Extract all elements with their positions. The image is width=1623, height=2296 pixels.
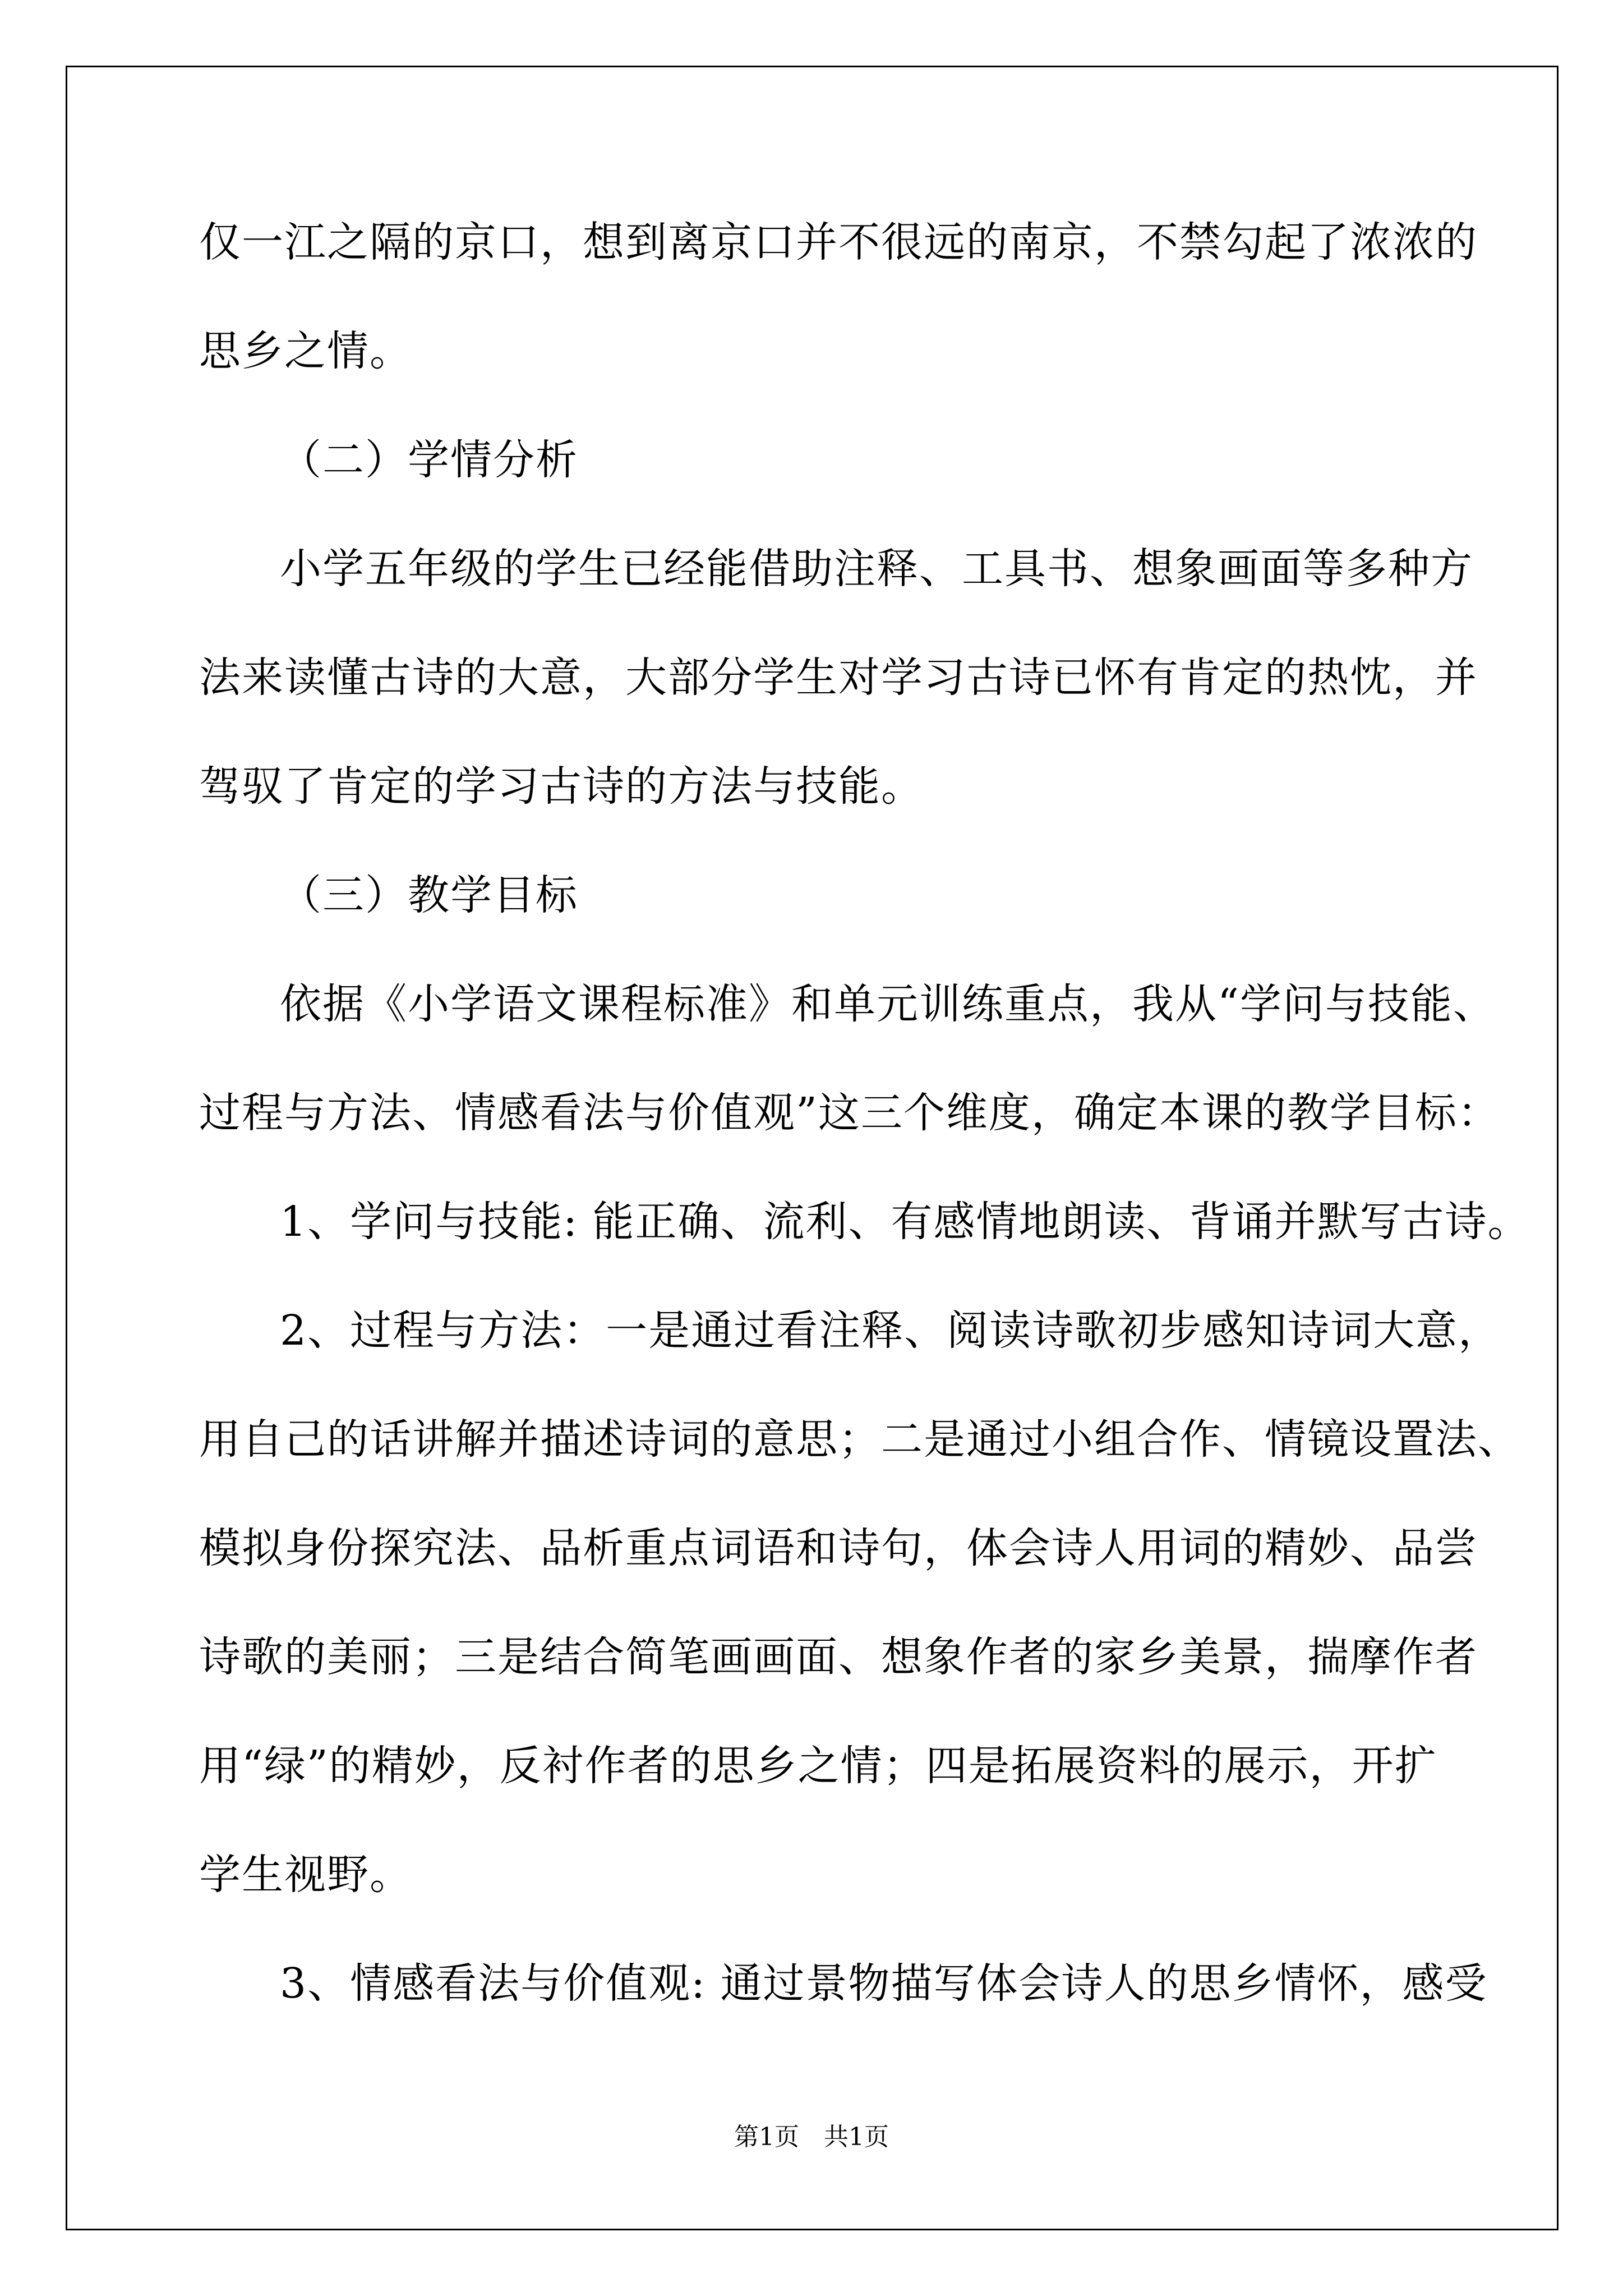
text-line: 学生视野。	[199, 1851, 412, 1899]
text-line: 小学五年级的学生已经能借助注释、工具书、想象画面等多种方	[280, 545, 1473, 593]
section-heading: （三）教学目标	[280, 871, 578, 919]
text-line: 思乡之情。	[199, 327, 412, 375]
text-line: 3、情感看法与价值观: 通过景物描写体会诗人的思乡情怀，感受	[280, 1959, 1488, 2008]
text-line: 诗歌的美丽；三是结合简笔画画面、想象作者的家乡美景，揣摩作者	[199, 1633, 1478, 1681]
text-line: 驾驭了肯定的学习古诗的方法与技能。	[199, 762, 924, 811]
text-line: 仅一江之隔的京口，想到离京口并不很远的南京，不禁勾起了浓浓的	[199, 218, 1478, 266]
text-line: 2、过程与方法：一是通过看注释、阅读诗歌初步感知诗词大意，	[280, 1306, 1501, 1355]
text-line: 过程与方法、情感看法与价值观”这三个维度，确定本课的教学目标：	[199, 1089, 1500, 1137]
text-line: 模拟身份探究法、品析重点词语和诗句，体会诗人用词的精妙、品尝	[199, 1524, 1478, 1572]
section-heading: （二）学情分析	[280, 436, 578, 484]
page-footer: 第1页 共1页	[734, 2123, 889, 2151]
text-line: 1、学问与技能: 能正确、流利、有感情地朗读、背诵并默写古诗。	[280, 1198, 1530, 1246]
text-line: 法来读懂古诗的大意，大部分学生对学习古诗已怀有肯定的热忱，并	[199, 654, 1478, 702]
text-line: 用自己的话讲解并描述诗词的意思；二是通过小组合作、情镜设置法、	[199, 1415, 1520, 1464]
text-line: 依据《小学语文课程标准》和单元训练重点，我从“学问与技能、	[280, 980, 1496, 1028]
text-line: 用“绿”的精妙，反衬作者的思乡之情；四是拓展资料的展示，开扩	[199, 1742, 1437, 1790]
document-body	[199, 215, 1530, 2065]
